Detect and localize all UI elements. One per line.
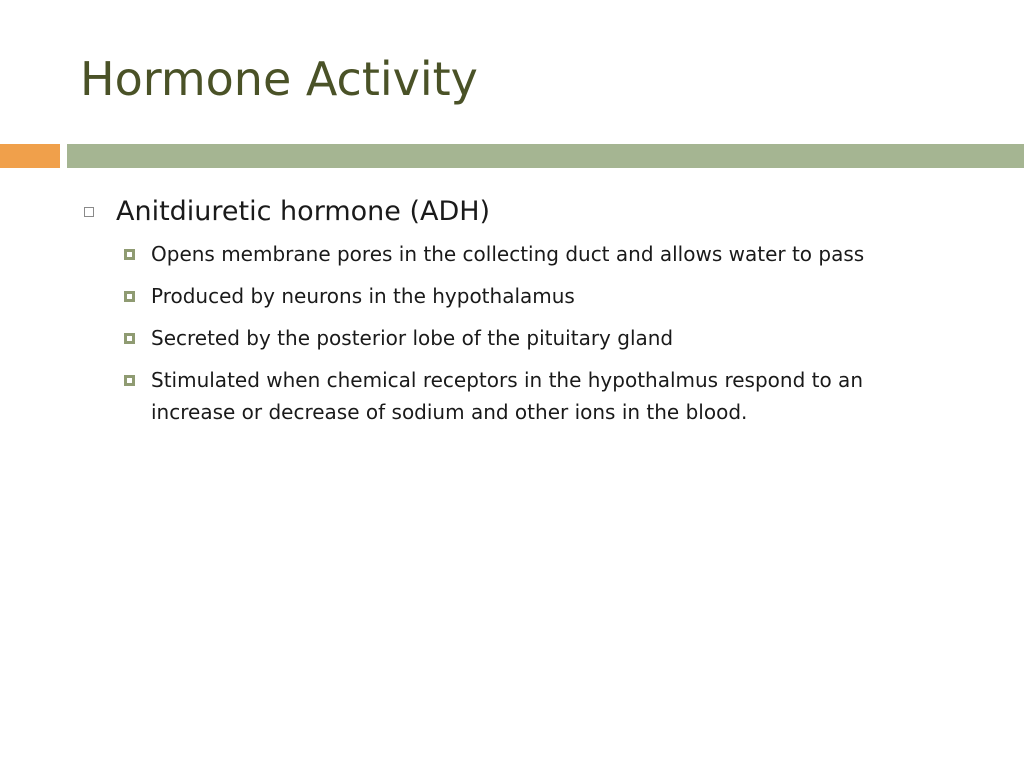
slide-title: Hormone Activity bbox=[80, 52, 478, 106]
bullet-item-adh bbox=[80, 192, 980, 232]
bullet-text: Anitdiuretic hormone (ADH) bbox=[116, 196, 491, 227]
sub-bullet-item bbox=[120, 280, 951, 312]
sub-bullet-item bbox=[120, 322, 951, 354]
slide-content bbox=[80, 192, 980, 438]
sub-bullet-text: Produced by neurons in the hypothalamus bbox=[151, 284, 575, 308]
square-bullet-icon bbox=[124, 249, 135, 260]
square-bullet-icon bbox=[124, 291, 135, 302]
sub-bullet-list bbox=[120, 238, 980, 428]
accent-bar-green bbox=[67, 144, 1024, 168]
sub-bullet-text: Stimulated when chemical receptors in the hypothalmus respond to an increase or decrease of sodium and other ions in the blood. bbox=[151, 368, 863, 424]
sub-bullet-item bbox=[120, 364, 951, 428]
sub-bullet-item bbox=[120, 238, 951, 270]
hollow-square-bullet-icon bbox=[84, 207, 94, 217]
square-bullet-icon bbox=[124, 333, 135, 344]
accent-bar-orange bbox=[0, 144, 60, 168]
square-bullet-icon bbox=[124, 375, 135, 386]
sub-bullet-text: Secreted by the posterior lobe of the pituitary gland bbox=[151, 326, 674, 350]
sub-bullet-text: Opens membrane pores in the collecting duct and allows water to pass bbox=[151, 242, 865, 266]
